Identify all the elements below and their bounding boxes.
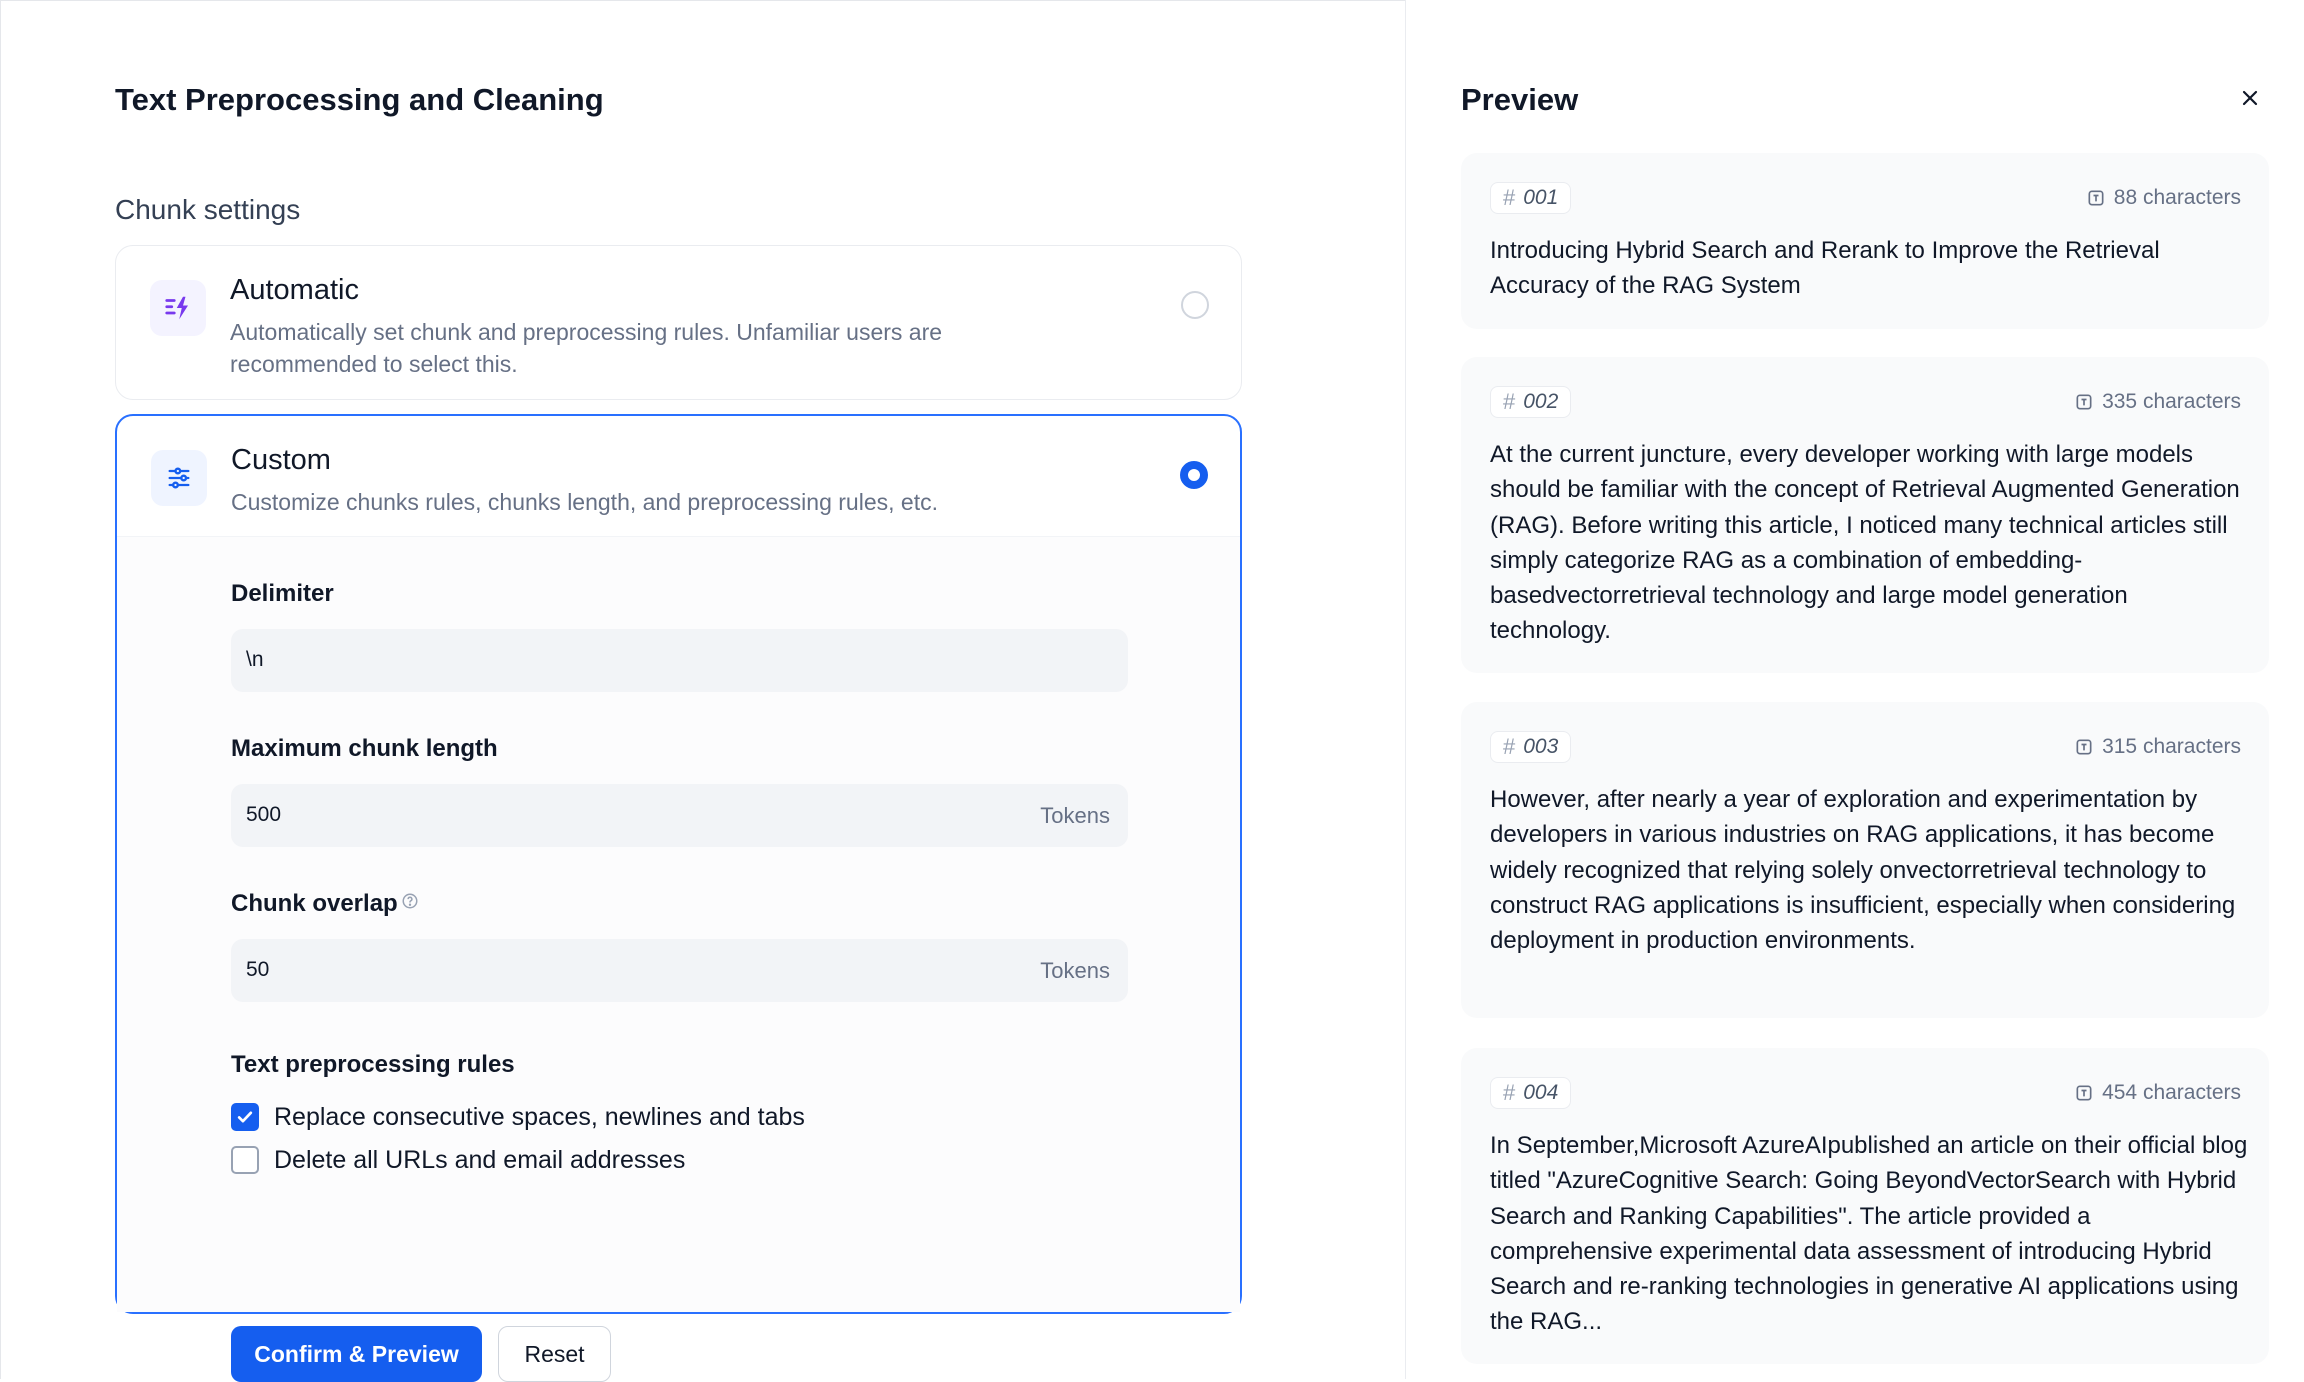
custom-mode-description: Customize chunks rules, chunks length, and preprocessing rules, etc. [231,489,938,515]
chunk-char-count [2074,735,2241,759]
custom-mode-radio[interactable] [1180,461,1208,489]
delimiter-label: Delimiter [231,580,334,607]
preview-title: Preview [1461,82,1579,117]
hash-icon: # [1503,389,1516,414]
checkmark-icon [235,1107,255,1127]
help-circle-icon[interactable] [401,889,419,917]
chunk-id-tag [1490,1077,1571,1109]
rule-replace-spaces-checkbox[interactable] [231,1103,259,1131]
preprocessing-rules-label: Text preprocessing rules [231,1051,515,1078]
chunk-overlap-unit: Tokens [1040,958,1110,983]
max-chunk-length-input[interactable] [231,784,1128,847]
reset-button[interactable]: Reset [498,1326,611,1382]
delimiter-input[interactable] [231,629,1128,692]
chunk-text: In September,Microsoft AzureAIpublished an article on their official blog titled "AzureCognitive Search: Going BeyondVectorSearch with Hybrid Search and Ranking Capabilities". The article provided a comprehensive experimental data assessment of introducing Hybrid Search and re-ranking technologies in generative AI applications using the RAG... [1490,1132,2248,1336]
delimiter-value: \n [246,648,264,671]
chunk-overlap-value: 50 [246,958,270,981]
chunk-text: However, after nearly a year of exploration and experimentation by developers in various industries on RAG applications, it has become widely recognized that relying solely onvectorretrieval technology to construct RAG applications is insufficient, especially when considering deployment in production environments. [1490,786,2236,955]
rule-replace-spaces-row[interactable] [231,1102,805,1132]
max-chunk-length-unit: Tokens [1040,803,1110,828]
hash-icon: # [1503,734,1516,759]
custom-mode-card[interactable] [115,414,1242,1367]
chunk-id-tag [1490,182,1571,214]
chunk-count-text: 315 characters [2102,735,2241,758]
chunk-overlap-label-row [231,890,419,918]
chunk-overlap-input[interactable] [231,939,1128,1002]
preview-chunk [1461,153,2269,329]
page-title: Text Preprocessing and Cleaning [115,82,604,117]
chunk-count-text: 88 characters [2113,186,2241,209]
preview-chunk [1461,702,2269,1018]
flash-lines-icon [150,280,206,336]
preview-panel [1406,0,2304,1379]
chunk-count-text: 335 characters [2102,390,2241,413]
automatic-mode-radio[interactable] [1181,291,1209,319]
custom-settings-body [117,536,1240,1367]
chunk-id-tag [1490,731,1571,763]
chunk-id-tag [1490,386,1571,418]
rule-delete-urls-row[interactable] [231,1145,685,1175]
chunk-text: At the current juncture, every developer working with large models should be familiar with the concept of Retrieval Augmented Generation (RAG). Before writing this article, I noticed many technical articles still simply categorize RAG as a combination of embedding-basedvectorretrieval technology and large model generation technology. [1490,441,2240,645]
hash-icon: # [1503,185,1516,210]
rule-delete-urls-checkbox[interactable] [231,1146,259,1174]
automatic-mode-card[interactable] [115,245,1242,400]
chunk-char-count [2086,186,2241,210]
max-chunk-length-value: 500 [246,803,282,826]
chunk-id: 003 [1523,735,1559,758]
confirm-preview-button[interactable]: Confirm & Preview [231,1326,482,1382]
automatic-mode-description: Automatically set chunk and preprocessing rules. Unfamiliar users are recommended to select this. [230,319,943,377]
rule-replace-spaces-label: Replace consecutive spaces, newlines and tabs [274,1102,805,1131]
custom-mode-name: Custom [231,444,331,476]
close-icon[interactable] [2238,86,2262,110]
custom-mode-header[interactable] [117,416,1240,536]
chunk-char-count [2074,1081,2241,1105]
max-chunk-length-label: Maximum chunk length [231,735,498,762]
chunk-id: 002 [1523,390,1559,413]
section-title: Chunk settings [115,194,301,225]
chunk-id: 004 [1523,1081,1559,1104]
chunk-count-text: 454 characters [2102,1081,2241,1104]
rule-delete-urls-label: Delete all URLs and email addresses [274,1145,686,1174]
preview-chunk [1461,1048,2269,1364]
chunk-id: 001 [1523,186,1559,209]
preview-chunk [1461,357,2269,673]
text-box-icon [2074,737,2094,757]
automatic-mode-name: Automatic [230,274,359,306]
chunk-char-count [2074,390,2241,414]
text-box-icon [2074,392,2094,412]
chunk-text: Introducing Hybrid Search and Rerank to Improve the Retrieval Accuracy of the RAG System [1490,237,2160,300]
text-box-icon [2086,188,2106,208]
sliders-icon [151,450,207,506]
chunk-overlap-label: Chunk overlap [231,890,398,917]
text-box-icon [2074,1083,2094,1103]
hash-icon: # [1503,1080,1516,1105]
